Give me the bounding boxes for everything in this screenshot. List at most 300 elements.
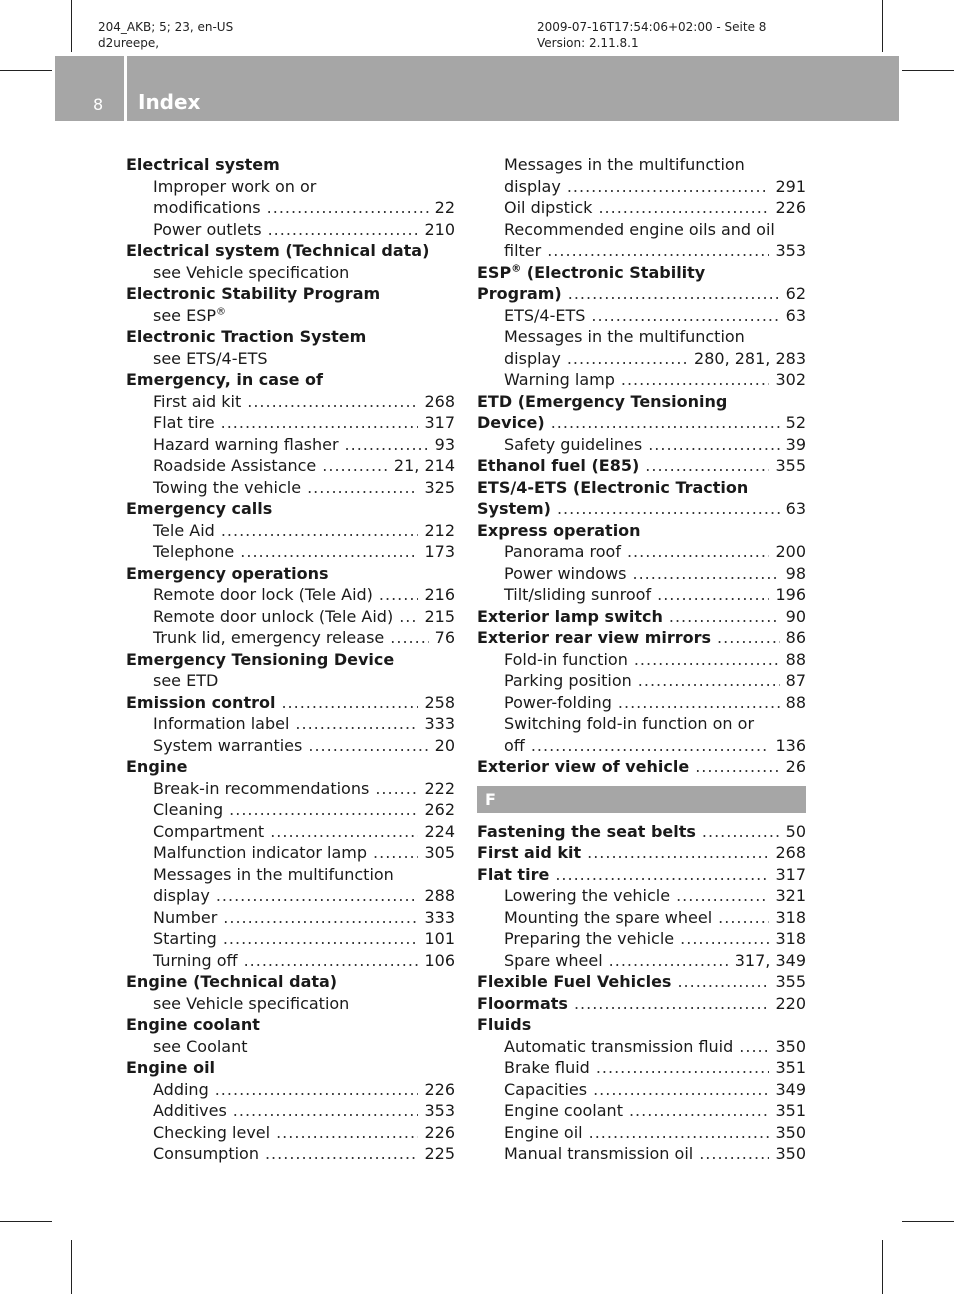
index-entry [126, 756, 455, 778]
dot-leader [574, 993, 770, 1015]
page-reference: 291 [775, 176, 806, 196]
index-subentry [126, 520, 455, 542]
dot-leader [621, 369, 770, 391]
index-subentry [126, 391, 455, 413]
entry-text: Cleaning [153, 800, 224, 819]
index-subentry [126, 1036, 455, 1058]
entry-label [153, 928, 217, 950]
dot-leader [680, 928, 769, 950]
entry-text: Emission control [126, 692, 276, 712]
entry-text: Engine coolant [126, 1015, 260, 1034]
dot-leader [379, 584, 419, 606]
page-reference: 22 [434, 198, 455, 217]
entry-label [126, 757, 188, 776]
page-reference: 87 [785, 671, 806, 690]
entry-label [153, 606, 393, 628]
page-reference: 76 [434, 628, 455, 647]
entry-label [126, 564, 329, 583]
index-subentry [477, 176, 806, 198]
page-reference: 93 [434, 434, 455, 454]
index-subentry [126, 1143, 455, 1165]
index-entry [126, 1057, 455, 1079]
index-subentry [126, 1100, 455, 1122]
entry-text: see ESP [153, 305, 217, 325]
dot-leader [609, 950, 729, 972]
entry-text: see ETS/4-ETS [153, 348, 268, 368]
entry-label [477, 756, 689, 778]
index-entry [477, 262, 806, 284]
entry-label [153, 1100, 227, 1122]
entry-text: see Vehicle specification [153, 262, 350, 282]
entry-label [477, 842, 581, 864]
page-reference: 101 [424, 929, 455, 948]
dot-leader [268, 219, 419, 241]
entry-text: Automatic transmission fluid [504, 1036, 734, 1056]
index-entry [477, 842, 806, 864]
entry-text: Floormats [477, 993, 568, 1013]
index-entry [126, 649, 455, 671]
entry-label [126, 1058, 215, 1077]
index-subentry [126, 176, 455, 198]
dot-leader [593, 1079, 769, 1101]
dot-leader [676, 885, 769, 907]
entry-text: Spare wheel [504, 950, 603, 970]
index-entry [477, 520, 806, 542]
entry-text: Switching fold-in function on or [504, 714, 755, 733]
entry-label [504, 434, 642, 456]
entry-label [153, 349, 268, 368]
entry-text: Break-in recommendations [153, 778, 370, 798]
registered-mark: ® [511, 263, 522, 275]
entry-text: Compartment [153, 821, 265, 841]
entry-text: Engine oil [504, 1122, 583, 1142]
index-subentry [126, 412, 455, 434]
index-entry [126, 498, 455, 520]
entry-text: Exterior view of vehicle [477, 757, 690, 776]
entry-label [153, 477, 301, 499]
entry-label [504, 197, 592, 219]
dot-leader [699, 1143, 769, 1165]
index-column-right [477, 154, 806, 1165]
page-reference: 350 [775, 1144, 806, 1163]
entry-text: Improper work on or [153, 176, 317, 196]
entry-label [477, 263, 705, 282]
page-reference: 50 [785, 821, 806, 841]
index-subentry [126, 670, 455, 692]
entry-text: Starting [153, 929, 217, 948]
entry-label [126, 284, 380, 303]
entry-label [504, 541, 621, 563]
print-meta-left [98, 19, 233, 51]
entry-text: Preparing the vehicle [504, 929, 675, 948]
entry-label [153, 541, 234, 563]
entry-label [153, 197, 261, 219]
dot-leader [629, 1100, 769, 1122]
index-entry [477, 821, 806, 843]
index-subentry [126, 1122, 455, 1144]
entry-text: Engine (Technical data) [126, 972, 338, 991]
entry-label [153, 412, 215, 434]
entry-label [126, 327, 366, 346]
entry-text: Ethanol fuel (E85) [477, 456, 640, 475]
section-letter-header: F [477, 786, 806, 813]
entry-text: Parking position [504, 671, 632, 690]
index-entry [477, 627, 806, 649]
print-meta-line: Version: 2.11.8.1 [537, 36, 639, 50]
dot-leader [276, 1122, 418, 1144]
index-subentry [126, 434, 455, 456]
crop-mark [0, 70, 52, 71]
entry-text: Trunk lid, emergency release [153, 628, 385, 647]
entry-text: Flat tire [153, 413, 215, 432]
dot-leader [645, 455, 769, 477]
dot-leader [669, 606, 780, 628]
entry-text: Lowering the vehicle [504, 886, 671, 905]
entry-text-continued: (Electronic Stability [521, 262, 706, 282]
entry-label [504, 714, 754, 733]
page-reference: 333 [424, 714, 455, 733]
entry-text: Fold-in function [504, 649, 628, 669]
entry-text: ESP [477, 262, 512, 282]
entry-text: Power outlets [153, 219, 262, 239]
entry-label [126, 241, 429, 260]
entry-text: Messages in the multifunction [504, 155, 745, 174]
entry-label [153, 263, 349, 282]
index-entry [477, 391, 806, 413]
page-reference: 90 [785, 606, 806, 626]
index-subentry [477, 692, 806, 714]
dot-leader [229, 799, 418, 821]
dot-leader [223, 907, 418, 929]
entry-label [153, 994, 349, 1013]
page-reference: 350 [775, 1036, 806, 1056]
page-reference: 351 [775, 1058, 806, 1077]
index-subentry [126, 1079, 455, 1101]
index-subentry [126, 455, 455, 477]
entry-text: Emergency operations [126, 563, 329, 583]
index-subentry [477, 1079, 806, 1101]
entry-text: Checking level [153, 1122, 271, 1142]
page-reference: 216 [424, 585, 455, 604]
dot-leader [221, 412, 419, 434]
entry-text: ETD (Emergency Tensioning [477, 391, 728, 411]
index-subentry [477, 1122, 806, 1144]
dot-leader [717, 627, 780, 649]
index-subentry [126, 928, 455, 950]
index-entry [477, 993, 806, 1015]
entry-label [126, 692, 275, 714]
page-reference: 353 [775, 241, 806, 260]
entry-text: Tele Aid [153, 520, 215, 540]
entry-text: Engine coolant [504, 1101, 623, 1120]
entry-label [153, 1037, 248, 1056]
index-subentry [126, 907, 455, 929]
index-column-left [126, 154, 455, 1165]
entry-label [153, 865, 394, 884]
dot-leader [718, 907, 769, 929]
dot-leader [702, 821, 780, 843]
entry-label [504, 305, 585, 327]
entry-label [477, 993, 568, 1015]
page-reference: 86 [785, 628, 806, 647]
index-subentry [477, 584, 806, 606]
entry-label [153, 842, 367, 864]
index-subentry [126, 197, 455, 219]
entry-text: Adding [153, 1079, 209, 1099]
page-reference: 317, 349 [734, 950, 806, 970]
entry-text: off [504, 735, 525, 755]
page-number: 8 [93, 95, 104, 114]
entry-label [504, 670, 632, 692]
registered-mark: ® [216, 306, 227, 318]
entry-label [504, 885, 670, 907]
dot-leader [247, 391, 418, 413]
index-subentry [477, 1100, 806, 1122]
index-entry [126, 692, 455, 714]
page-reference: 353 [424, 1101, 455, 1120]
entry-text: Panorama roof [504, 542, 621, 561]
entry-text: ETS/4-ETS (Electronic Traction [477, 477, 749, 497]
page-reference: 39 [785, 434, 806, 454]
entry-label [504, 1122, 583, 1144]
dot-leader [267, 197, 429, 219]
crop-mark [71, 0, 72, 52]
entry-text: Engine [126, 757, 188, 776]
dot-leader [555, 864, 769, 886]
index-subentry [126, 348, 455, 370]
page-reference: 226 [424, 1079, 455, 1099]
entry-text: Brake fluid [504, 1058, 590, 1077]
entry-text: Safety guidelines [504, 434, 643, 454]
dot-leader [633, 563, 780, 585]
entry-text: Remote door lock (Tele Aid) [153, 585, 373, 604]
entry-label [153, 885, 210, 907]
dot-leader [598, 197, 769, 219]
page-reference: 173 [424, 542, 455, 561]
page-reference: 325 [424, 477, 455, 497]
dot-leader [657, 584, 769, 606]
index-subentry [126, 541, 455, 563]
entry-label [504, 1036, 733, 1058]
dot-leader [215, 1079, 419, 1101]
page-reference: 63 [785, 499, 806, 518]
entry-label [153, 821, 264, 843]
entry-label [504, 928, 674, 950]
index-subentry [477, 907, 806, 929]
index-subentry [126, 842, 455, 864]
entry-label [153, 671, 218, 690]
entry-label [153, 627, 384, 649]
index-subentry [477, 326, 806, 348]
entry-text: Oil dipstick [504, 198, 593, 217]
entry-text: Exterior lamp switch [477, 606, 663, 626]
entry-text: Consumption [153, 1144, 259, 1163]
entry-label [126, 972, 337, 991]
index-subentry [477, 563, 806, 585]
page-reference: 350 [775, 1122, 806, 1142]
crop-mark [902, 70, 954, 71]
page-reference: 224 [424, 821, 455, 841]
index-entry [477, 1014, 806, 1036]
index-subentry [477, 649, 806, 671]
entry-label [126, 370, 323, 389]
index-entry [126, 154, 455, 176]
dot-leader [677, 971, 769, 993]
index-subentry [477, 713, 806, 735]
dot-leader [221, 520, 419, 542]
index-subentry [126, 778, 455, 800]
page-reference: 26 [785, 757, 806, 776]
page-reference: 225 [424, 1144, 455, 1163]
index-entry [477, 477, 806, 499]
entry-text: Remote door unlock (Tele Aid) [153, 606, 394, 626]
index-entry [477, 283, 806, 305]
entry-text: Telephone [153, 542, 235, 561]
entry-text: Exterior rear view mirrors [477, 628, 712, 647]
index-subentry [126, 713, 455, 735]
page-reference: 321 [775, 886, 806, 905]
dot-leader [648, 434, 779, 456]
index-subentry [126, 219, 455, 241]
page-reference: 288 [424, 886, 455, 905]
entry-text: Flat tire [477, 864, 550, 884]
dot-leader [591, 305, 779, 327]
dot-leader [627, 541, 769, 563]
entry-label [153, 778, 369, 800]
index-entry [477, 455, 806, 477]
page-reference: 136 [775, 735, 806, 755]
index-subentry [126, 950, 455, 972]
entry-label [477, 821, 696, 843]
entry-label [153, 219, 262, 241]
index-subentry [477, 369, 806, 391]
page-reference: 226 [775, 198, 806, 217]
entry-label [477, 627, 711, 649]
entry-label [504, 735, 525, 757]
print-meta-line: d2ureepe, [98, 36, 160, 50]
entry-text: Electrical system [126, 155, 280, 174]
entry-label [126, 155, 280, 174]
entry-label [477, 606, 663, 628]
page-reference: 258 [424, 692, 455, 712]
entry-label [504, 649, 628, 671]
entry-label [504, 327, 745, 346]
entry-label [153, 434, 339, 456]
entry-text: Electrical system (Technical data) [126, 241, 430, 260]
page-title: Index [138, 90, 201, 114]
dot-leader [390, 627, 428, 649]
entry-text: Power-folding [504, 692, 612, 712]
page-reference: 212 [424, 520, 455, 540]
entry-label [153, 799, 223, 821]
entry-text: Manual transmission oil [504, 1144, 694, 1163]
entry-label [504, 1057, 590, 1079]
entry-text: System warranties [153, 735, 303, 755]
entry-label [504, 176, 561, 198]
entry-label [153, 735, 302, 757]
entry-label [477, 478, 748, 497]
page-reference: 52 [785, 413, 806, 432]
index-subentry [477, 928, 806, 950]
entry-text: Tilt/sliding sunroof [504, 585, 652, 604]
entry-label [477, 412, 545, 434]
entry-label [504, 348, 561, 370]
index-subentry [477, 1057, 806, 1079]
index-entry [126, 326, 455, 348]
entry-text: Power windows [504, 563, 627, 583]
index-subentry [477, 1143, 806, 1165]
entry-label [477, 521, 641, 540]
entry-label [153, 950, 238, 972]
page-reference: 305 [424, 843, 455, 862]
page-reference: 220 [775, 993, 806, 1013]
dot-leader [223, 928, 419, 950]
crop-mark [882, 0, 883, 52]
index-subentry [477, 670, 806, 692]
print-meta-line: 2009-07-16T17:54:06+02:00 - Seite 8 [537, 20, 767, 34]
entry-text: Program) [477, 284, 562, 303]
index-entry [477, 756, 806, 778]
entry-label [504, 1100, 623, 1122]
entry-text: Towing the vehicle [153, 477, 302, 497]
index-subentry [477, 1036, 806, 1058]
entry-text: display [153, 886, 210, 905]
page-reference: 88 [785, 649, 806, 669]
page-reference: 349 [775, 1079, 806, 1099]
index-subentry [126, 606, 455, 628]
entry-label [153, 1079, 209, 1101]
entry-label [153, 391, 241, 413]
dot-leader [265, 1143, 418, 1165]
entry-text: display [504, 176, 561, 196]
entry-label [153, 1143, 259, 1165]
page-reference: 88 [785, 692, 806, 712]
dot-leader [308, 735, 428, 757]
page-reference: 222 [424, 778, 455, 798]
page-reference: 106 [424, 950, 455, 970]
index-entry [126, 240, 455, 262]
dot-leader [596, 1057, 770, 1079]
entry-text: Emergency Tensioning Device [126, 649, 395, 669]
dot-leader [375, 778, 418, 800]
entry-label [477, 283, 562, 305]
index-subentry [477, 541, 806, 563]
entry-text: Flexible Fuel Vehicles [477, 972, 672, 991]
index-subentry [126, 584, 455, 606]
page-reference: 98 [785, 563, 806, 583]
entry-label [126, 1015, 260, 1034]
page-reference: 262 [424, 800, 455, 819]
index-entry [126, 1014, 455, 1036]
dot-leader [634, 649, 780, 671]
dot-leader [399, 606, 418, 628]
dot-leader [739, 1036, 769, 1058]
page-reference: 21, 214 [393, 456, 455, 475]
entry-text: Capacities [504, 1079, 588, 1099]
crop-mark [882, 1240, 883, 1294]
entry-label [153, 177, 316, 196]
index-subentry [477, 735, 806, 757]
index-entry [126, 283, 455, 305]
index-subentry [126, 262, 455, 284]
dot-leader [531, 735, 770, 757]
index-subentry [126, 864, 455, 886]
dot-leader [551, 412, 780, 434]
page-reference: 196 [775, 585, 806, 604]
entry-text: First aid kit [477, 843, 582, 862]
entry-label [504, 692, 612, 714]
entry-text: Warning lamp [504, 370, 615, 389]
